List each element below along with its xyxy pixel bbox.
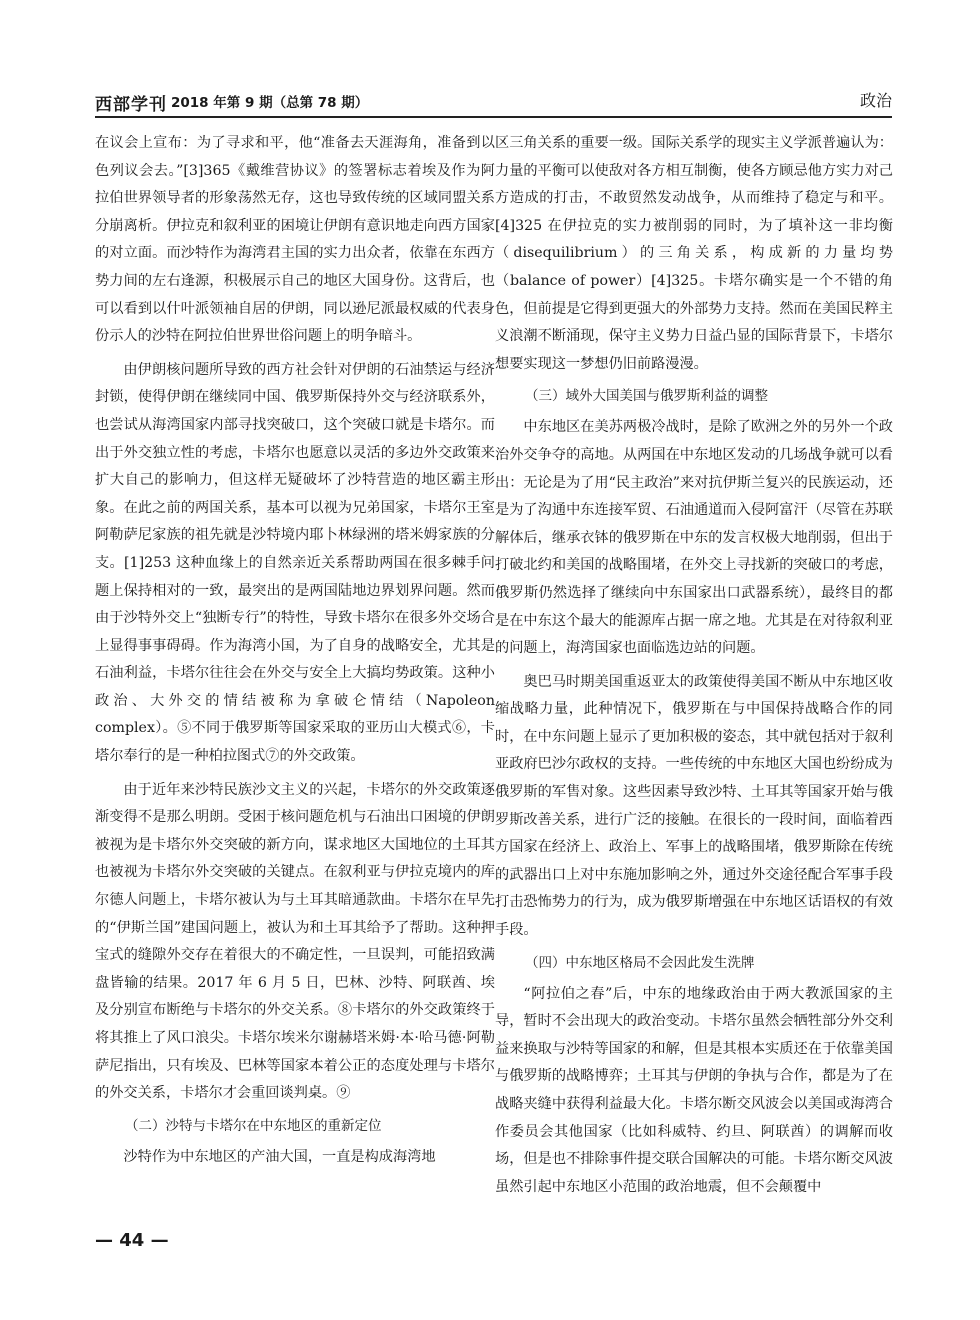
section-heading: （二）沙特与卡塔尔在中东地区的重新定位 — [125, 1117, 382, 1134]
paragraph: “阿拉伯之春”后，中东的地缘政治由于两大教派国家的主导，暂时不会出现大的政治变动。卡塔尔虽然会牺牲部分外交利益来换取与沙特等国家的和解，但是其根本实质还在于依靠美国与俄罗斯的战略博弈；土耳其与伊朗的争执与合作，都是为了在战略夹缝中获得利益最大化。卡塔尔断交风波会以美国或海湾合作委员会其他国家（比如科威特、约旦、阿联酋）的调解而收场，但是也不排除事件提交联合国解决的可能。卡塔尔断交风波虽然引起中东地区小范围的政治地震，但不会颠覆中 — [495, 985, 893, 1195]
section-heading: （三）域外大国美国与俄罗斯利益的调整 — [525, 388, 768, 405]
section-label: 政治 — [859, 91, 892, 110]
paragraph: 由伊朗核问题所导致的西方社会针对伊朗的石油禁运与经济封锁，使得伊朗在继续同中国、俄罗斯保持外交与经济联系外，也尝试从海湾国家内部寻找突破口，这个突破口就是卡塔尔。而出于外交独立性的考虑，卡塔尔也愿意以灵活的多边外交政策来扩大自己的影响力，但这样无疑破坏了沙特营造的地区霸主形象。在此之前的两国关系，基本可以视为兄弟国家，卡塔尔王室阿勒萨尼家族的祖先就是沙特境内耶卜林绿洲的塔米姆家族的分支。[1]253 这种血缘上的自然亲近关系帮助两国在很多棘手问题上保持相对的一致，最突出的是两国陆地边界划界问题。然而由于沙特外交上“独断专行”的特性，导致卡塔尔在很多外交场合上显得事事碍碍。作为海湾小国，为了自身的战略安全，尤其是石油利益，卡塔尔往往会在外交与安全上大搞均势政策。这种小政治、大外交的情结被称为拿破仑情结（Napoleon complex）。⑤不同于俄罗斯等国家采取的亚历山大模式⑥，卡塔尔奉行的是一种柏拉图式⑦的外交政策。 — [95, 361, 495, 765]
paragraph: 沙特作为中东地区的产油大国，一直是构成海湾地 — [123, 1148, 436, 1165]
paragraph: 在议会上宣布：为了寻求和平，他“准备去天涯海角，准备到以色列议会去。”[3]365《戴维营协议》的签署标志着埃及作为阿拉伯世界领导者的形象荡然无存，这也导致传统的区域同盟关系分崩离析。伊拉克和叙利亚的困境让伊朗有意识地走向西方国家的对立面。而沙特作为海湾君主国的实力出众者，依靠在东西方势力间的左右逢源，积极展示自己的地区大国身份。这背后，也可以看到以什叶派领袖自居的伊朗，同以逊尼派最权威的代表身份示人的沙特在阿拉伯世界世俗问题上的明争暗斗。 — [95, 135, 495, 345]
page-number: — 44 — — [95, 1230, 169, 1251]
paragraph: 由于近年来沙特民族沙文主义的兴起，卡塔尔的外交政策逐渐变得不是那么明朗。受困于核问题危机与石油出口困境的伊朗被视为是卡塔尔外交突破的新方向，谋求地区大国地位的土耳其也被视为卡塔尔外交突破的关键点。在叙利亚与伊拉克境内的库尔德人问题上，卡塔尔被认为与土耳其暗通款曲。卡塔尔在早先的“伊斯兰国”建国问题上，被认为和土耳其给予了帮助。这种押宝式的缝隙外交存在着很大的不确定性，一旦误判，可能招致满盘皆输的结果。2017 年 6 月 5 日，巴林、沙特、阿联酋、埃及分别宣布断绝与卡塔尔的外交关系。⑧卡塔尔的外交政策终于将其推上了风口浪尖。卡塔尔埃米尔谢赫塔米姆·本·哈马德·阿勒萨尼指出，只有埃及、巴林等国家本着公正的态度处理与卡塔尔的外交关系，卡塔尔才会重回谈判桌。⑨ — [95, 781, 495, 1102]
paragraph: 奥巴马时期美国重返亚太的政策使得美国不断从中东地区收缩战略力量，此种情况下，俄罗斯在与中国保持战略合作的同时，在中东问题上显示了更加积极的姿态，其中就包括对于叙利亚政府巴沙尔政权的支持。一些传统的中东地区大国也纷纷成为俄罗斯的军售对象。这些因素导致沙特、土耳其等国家开始与俄罗斯改善关系，进行广泛的接触。在很长的一段时间，面临着西方国家在经济上、政治上、军事上的战略围堵，俄罗斯除在传统的武器出口上对中东施加影响之外，通过外交途径配合军事手段打击恐怖势力的行为，成为俄罗斯增强在中东地区话语权的有效手段。 — [495, 673, 893, 939]
right-column — [495, 130, 893, 1207]
paragraph: 中东地区在美苏两极冷战时，是除了欧洲之外的另外一个政治外交争夺的高地。从两国在中东地区发动的几场战争就可以看出：无论是为了用“民主政治”来对抗伊斯兰复兴的民族运动，还是为了沟通中东连接军贸、石油通道而入侵阿富汗（尽管在苏联解体后，继承衣钵的俄罗斯在中东的发言权极大地削弱，但出于打破北约和美国的战略围堵，在外交上寻找新的突破口的考虑，俄罗斯仍然选择了继续向中东国家出口武器系统），最终目的都是在中东这个最大的能源库占据一席之地。尤其是在对待叙利亚的问题上，海湾国家也面临选边站的问题。 — [495, 419, 893, 657]
section-heading: （四）中东地区格局不会因此发生洗牌 — [525, 954, 755, 971]
issue-info: 2018 年第 9 期（总第 78 期） — [171, 95, 369, 111]
paragraph: 区三角关系的重要一级。国际关系学的现实主义学派普遍认为：力量的平衡可以使敌对各方相互制衡，使各方顾忌他方实力对己方造成的打击，不敢贸然发动战争，从而维持了稳定与和平。[4]325 在伊拉克的实力被削弱的同时，为了填补这一非均衡（disequilibrium）的三角关系，构成新的力量均势（balance of power）[4]325。卡塔尔确实是一个不错的角色，但前提是它得到更强大的外部势力支持。然而在美国民粹主义浪潮不断涌现，保守主义势力日益凸显的国际背景下，卡塔尔想要实现这一梦想仍旧前路漫漫。 — [495, 135, 893, 372]
journal-title: 西部学刊 — [95, 95, 167, 115]
page-header — [95, 82, 892, 118]
left-column — [95, 130, 495, 1177]
